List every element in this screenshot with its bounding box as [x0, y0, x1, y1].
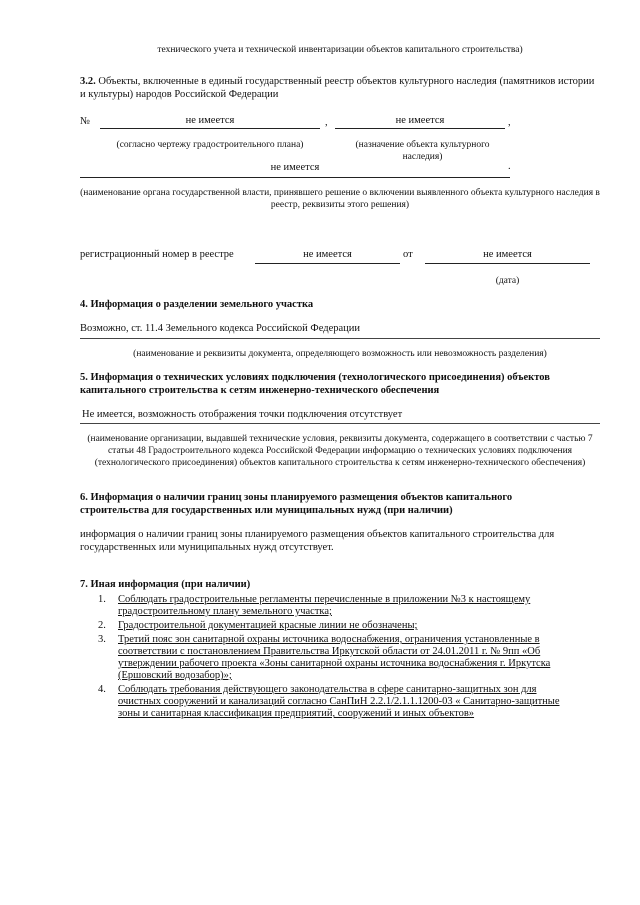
- caption-drawing: (согласно чертежу градостроительного плана): [116, 140, 304, 150]
- section-5-caption: (наименование организации, выдавшей технические условия, реквизиты документа, содержащего в соответствии с частью 7 статьи 48 Градостроительного кодекса Российской Федерации информацию о технических условиях подключения (технологического присоединения) объектов капитального строительства к сетям инженерно-технического обеспечения): [87, 434, 593, 468]
- field-underline: [80, 177, 510, 178]
- list-item: 3. Третий пояс зон санитарной охраны источника водоснабжения, ограничения установленные в соответствии с постановлением Правительства Иркутской области от 24.01.2011 г. № 9пп «Об утверждении рабочего проекта «Зоны санитарной охраны источника водоснабжения г. Иркутска (Ершовский водозабор)»;: [98, 634, 551, 681]
- no-label: №: [80, 116, 91, 127]
- other-info-list: [80, 594, 565, 722]
- section-3-2-number: 3.2.: [80, 76, 96, 87]
- caption-authority: (наименование органа государственной власти, принявшего решение о включении выявленного объекта культурного наследия в реестр, реквизиты этого решения): [80, 188, 600, 210]
- section-7-heading: 7. Иная информация (при наличии): [80, 579, 251, 590]
- from-label: от: [403, 249, 413, 260]
- field-underline: [255, 263, 400, 264]
- field-underline: [425, 263, 590, 264]
- caption-purpose: (назначение объекта культурного наследия): [355, 140, 490, 162]
- section-3-2-title: [80, 75, 600, 101]
- reg-number: не имеется: [303, 249, 352, 260]
- section-5-rule: [80, 423, 600, 424]
- header-continuation: технического учета и технической инвентаризации объектов капитального строительства): [157, 45, 523, 55]
- field-underline: [100, 128, 320, 129]
- field-underline: [335, 128, 505, 129]
- reg-date: не имеется: [483, 249, 532, 260]
- field-drawing-number: не имеется: [185, 115, 235, 126]
- list-item: 1. Соблюдать градостроительные регламенты перечисленные в приложении №3 к настоящему градостроительному плану земельного участка;: [98, 594, 531, 617]
- field-object-purpose: не имеется: [395, 115, 445, 126]
- section-6-heading: 6. Информация о наличии границ зоны планируемого размещения объектов капитального строительства для государственных или муниципальных нужд (при наличии): [80, 492, 513, 516]
- section-5-value: Не имеется, возможность отображения точки подключения отсутствует: [82, 409, 403, 420]
- comma-separator: ,: [325, 117, 328, 128]
- field-authority: не имеется: [270, 162, 320, 173]
- section-4-value: Возможно, ст. 11.4 Земельного кодекса Российской Федерации: [80, 323, 361, 334]
- comma-separator: ,: [508, 117, 511, 128]
- section-5-heading: 5. Информация о технических условиях подключения (технологического присоединения) объектов капитального строительства к сетям инженерно-технического обеспечения: [80, 372, 550, 396]
- section-4-heading: 4. Информация о разделении земельного участка: [80, 299, 314, 310]
- list-item: 2. Градостроительной документацией красные линии не обозначены;: [98, 620, 418, 631]
- section-6-value: информация о наличии границ зоны планируемого размещения объектов капитального строительства для государственных или муниципальных нужд отсутствует.: [80, 529, 555, 553]
- reg-label: регистрационный номер в реестре: [80, 249, 234, 260]
- section-4-caption: (наименование и реквизиты документа, определяющего возможность или невозможность разделения): [133, 349, 547, 359]
- date-caption: (дата): [495, 276, 520, 286]
- list-item: 4. Соблюдать требования действующего законодательства в сфере санитарно-защитных зон для очистных сооружений и канализаций согласно СанПиН 2.2.1/2.1.1.1200-03 « Санитарно-защитные зоны и санитарная классификация предприятий, сооружений и иных объектов»: [98, 684, 560, 719]
- section-4-rule: [80, 338, 600, 339]
- section-3-2-text: Объекты, включенные в единый государственный реестр объектов культурного наследия (памятников истории и культуры) народов Российской Федерации: [80, 76, 595, 100]
- dot-separator: .: [508, 161, 511, 172]
